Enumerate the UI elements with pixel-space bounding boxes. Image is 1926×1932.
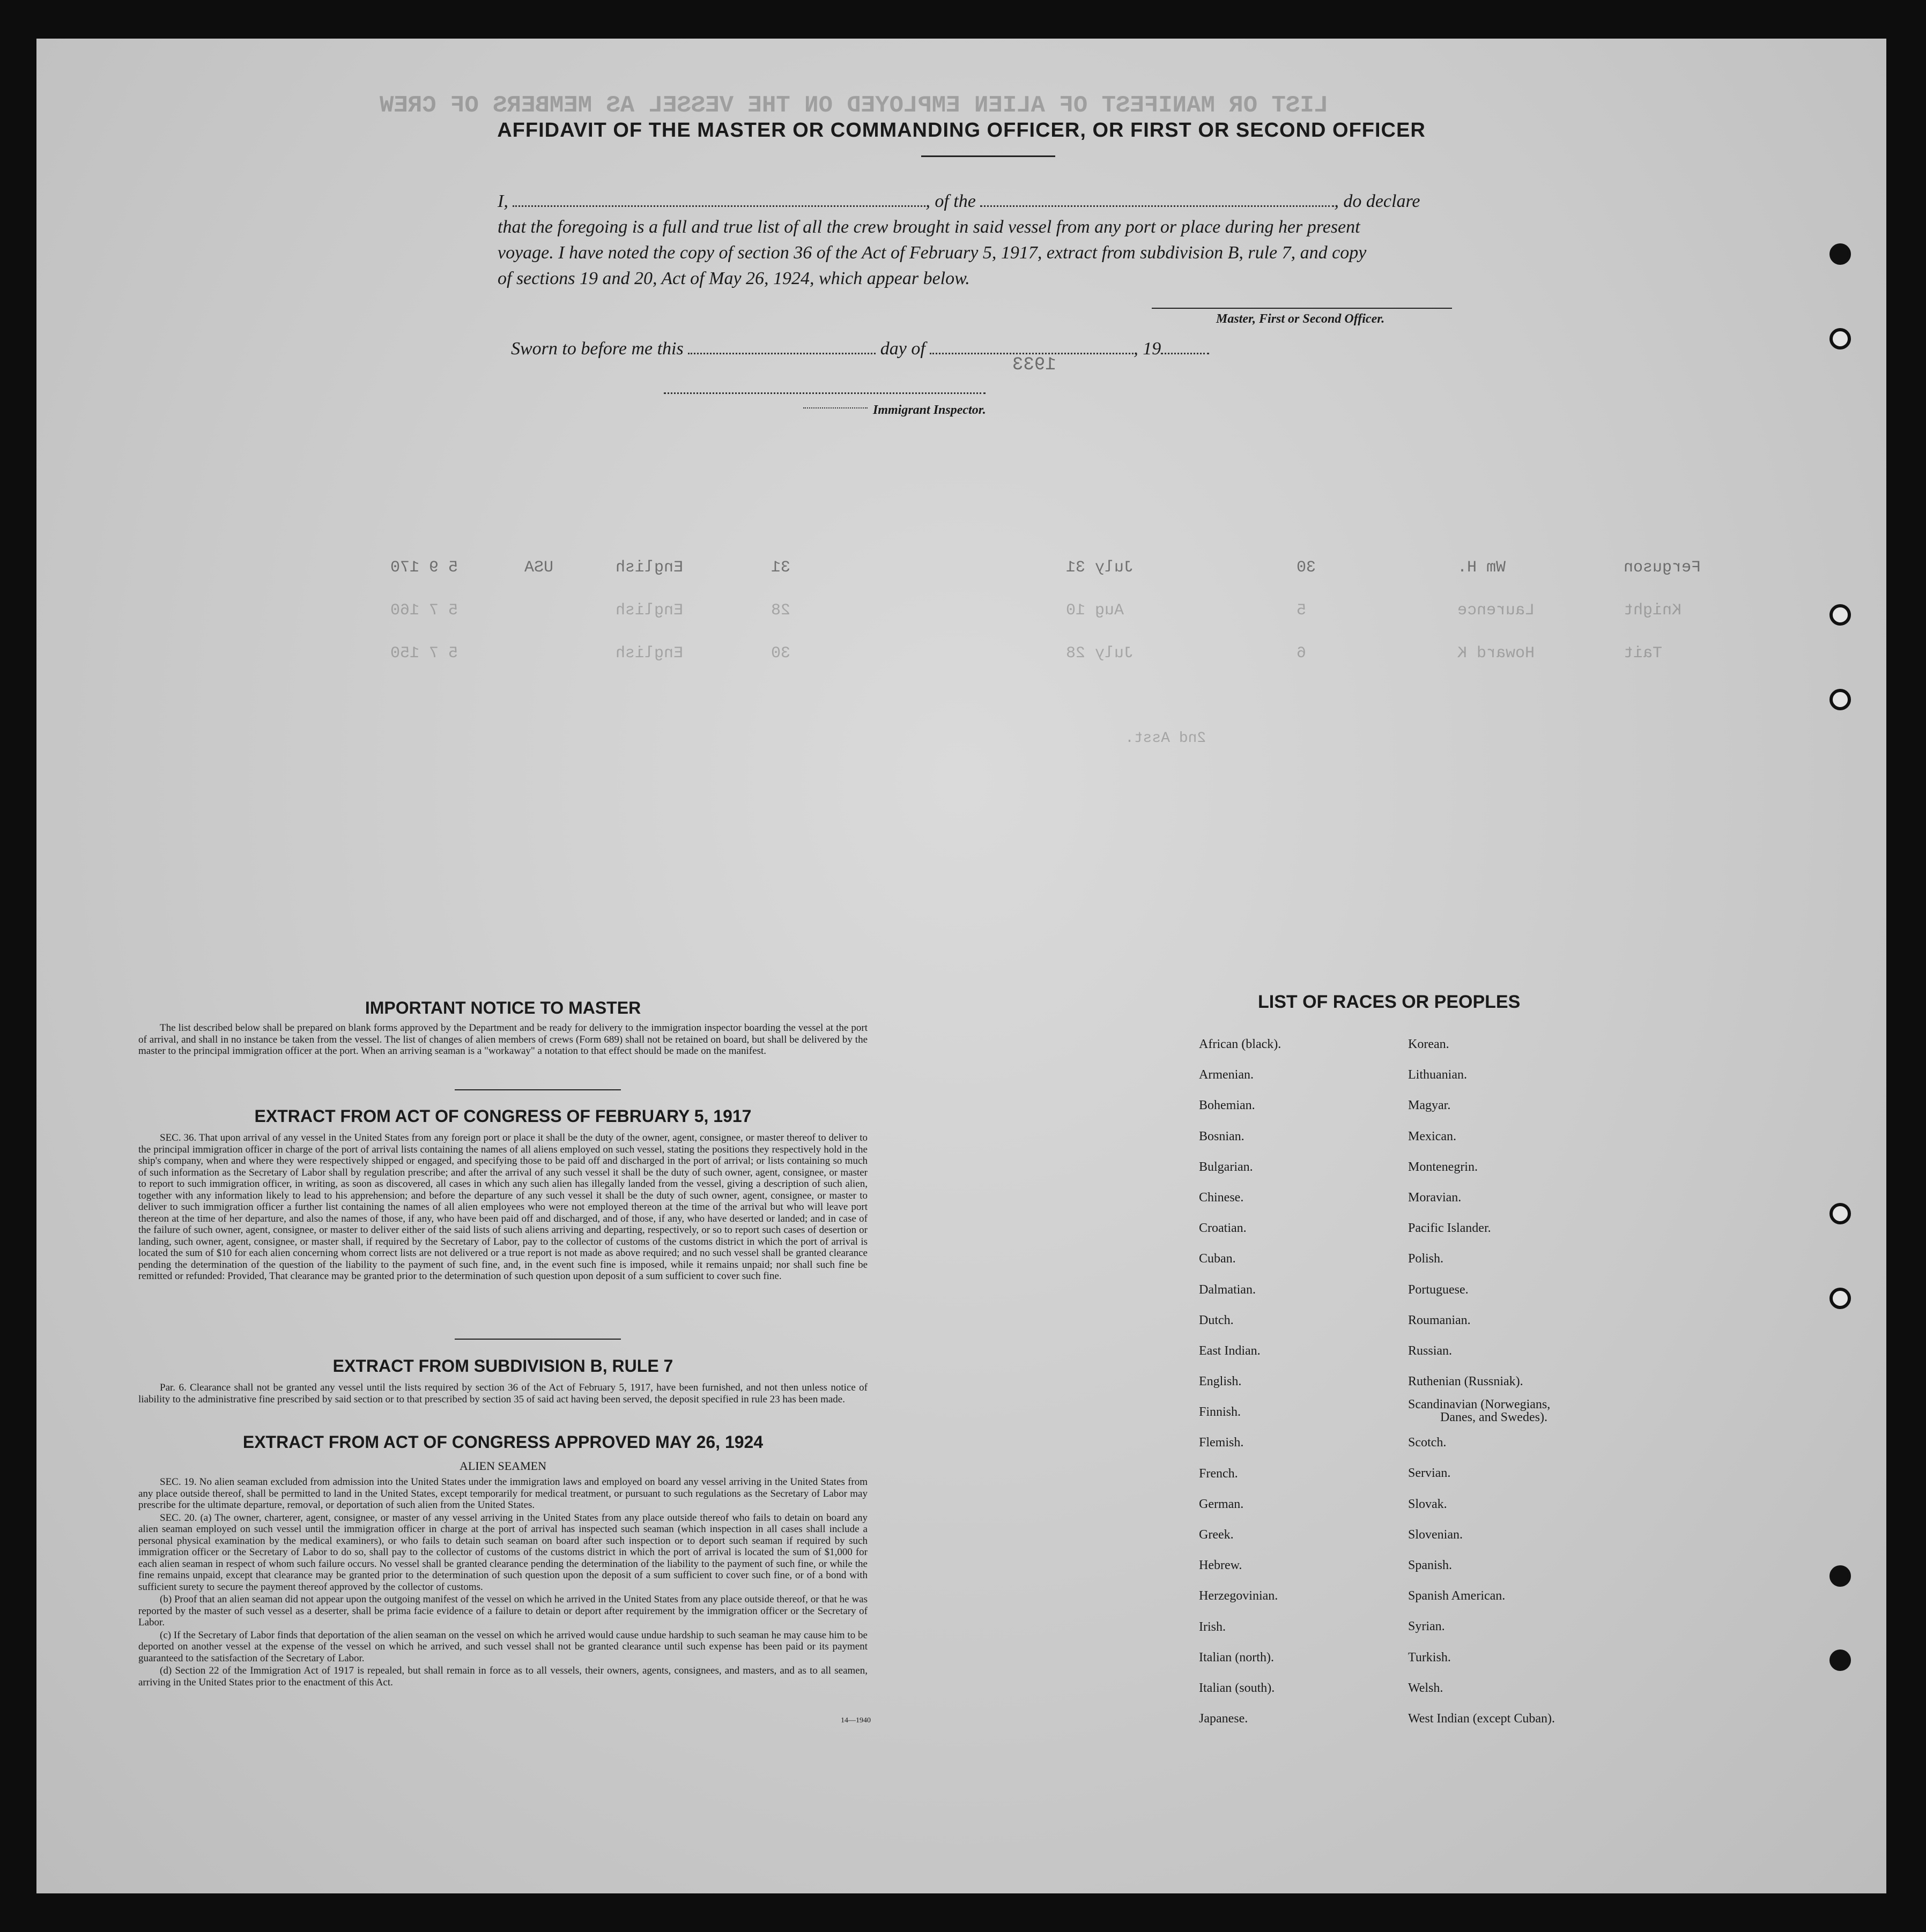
affidavit-declaration	[498, 189, 1543, 292]
race-item: Syrian.	[1408, 1619, 1445, 1634]
section-36-paragraph: SEC. 36. That upon arrival of any vessel in the United States from any foreign port or place it shall be the duty of the owner, agent, consignee, or master thereof to deliver to the principal immigration officer in charge of the port of arrival lists containing the names of all aliens employed on such vessel, stating the positions they respectively hold in the ship's company, when and where they were respectively shipped or engaged, and specifying those to be paid off and discharged in the port of arrival; or lists containing so much of such information as the Secretary of Labor shall by regulation prescribe; and after the arrival of any such vessel it shall be the duty of such owner, agent, consignee, or master to report to such immigration officer, in writing, as soon as discovered, all cases in which any such alien has illegally landed from the vessel, giving a description of such alien, together with any information likely to lead to his apprehension; and before the departure of any such vessel it shall be the duty of such owner, agent, consignee, or master to deliver to such immigration officer a further list containing the names of all alien employees who were not employed thereon at the time of the arrival but who will leave port thereon at the time of her departure, and also the names of those, if any, who have been paid off and discharged, and of those, if any, who have deserted or landed; and in case of the failure of such owner, agent, consignee, or master to deliver either of the said lists of such aliens arriving and departing, respectively, or so to report such cases of desertion or landing, such owner, agent, consignee, or master shall, if required by the Secretary of Labor, pay to the collector of customs of the customs district in which the port of arrival is located the sum of $10 for each alien concerning whom correct lists are not delivered or a true report is not made as above required; and no such vessel shall be granted clearance pending the determination of the question of the liability to the payment of such fine, and, in the event such fine is imposed, while it remains unpaid; nor shall such fine be remitted or refunded: Provided, That clearance may be granted prior to the determination of such question upon deposit of a sum sufficient to cover such fine.	[138, 1132, 868, 1282]
rule-7-text	[138, 1382, 868, 1406]
immigrant-inspector-caption: Immigrant Inspector.	[873, 403, 986, 417]
declaration-line-2: that the foregoing is a full and true list of all the crew brought in said vessel from any port or place during her present	[498, 217, 1360, 237]
declaration-line-3: voyage. I have noted the copy of section 36 of the Act of February 5, 1917, extract from subdivision B, rule 7, and copy	[498, 243, 1367, 263]
race-item: Flemish.	[1199, 1436, 1244, 1450]
race-item: English.	[1199, 1374, 1242, 1389]
races-column-2	[1408, 1037, 1633, 1742]
race-item: Bohemian.	[1199, 1098, 1255, 1113]
race-item: African (black).	[1199, 1037, 1281, 1051]
race-item: Slovak.	[1408, 1497, 1447, 1511]
notice-title: IMPORTANT NOTICE TO MASTER	[365, 998, 641, 1017]
race-item: Chinese.	[1199, 1190, 1244, 1205]
race-item: Irish.	[1199, 1619, 1226, 1634]
affidavit-title: AFFIDAVIT OF THE MASTER OR COMMANDING OFFICER, OR FIRST OR SECOND OFFICER	[497, 119, 1426, 142]
binder-hole-3	[1829, 604, 1851, 626]
races-title: LIST OF RACES OR PEOPLES	[1258, 992, 1521, 1012]
rule-7-paragraph: Par. 6. Clearance shall not be granted any vessel until the lists required by section 36 of the Act of February 5, 1917, have been furnished, and not then unless notice of liability to the administrative fine prescribed by said section or to that prescribed by section 35 of said act having been served, the deposit specified in rule 23 has been made.	[138, 1382, 868, 1405]
binder-hole-5	[1829, 1203, 1851, 1224]
binder-hole-8	[1829, 1649, 1851, 1671]
sworn-day-blank[interactable]	[688, 353, 876, 354]
race-item: Pacific Islander.	[1408, 1221, 1491, 1236]
binder-hole-4	[1829, 689, 1851, 710]
race-item: Moravian.	[1408, 1190, 1462, 1205]
form-number: 14—1940	[841, 1716, 871, 1725]
race-item: Finnish.	[1199, 1405, 1241, 1420]
race-item: Welsh.	[1408, 1681, 1443, 1695]
race-item: French.	[1199, 1466, 1238, 1481]
race-item: Ruthenian (Russniak).	[1408, 1374, 1523, 1389]
sworn-year-blank[interactable]	[1161, 353, 1209, 354]
race-item: West Indian (except Cuban).	[1408, 1711, 1555, 1726]
section-20b-paragraph: (b) Proof that an alien seaman did not appear upon the outgoing manifest of the vessel on which he arrived in the United States from any place outside thereof, or that he was reported by the master of such vessel as a deserter, shall be prima facie evidence of a failure to detain or deport after requirement by the immigration officer or the Secretary of Labor.	[138, 1594, 868, 1628]
race-item: Lithuanian.	[1408, 1068, 1467, 1082]
notice-text	[138, 1022, 868, 1058]
inspector-signature-line[interactable]	[664, 392, 986, 394]
race-item: Armenian.	[1199, 1068, 1254, 1082]
declaration-line-4: of sections 19 and 20, Act of May 26, 1924, which appear below.	[498, 269, 970, 288]
inspector-short-blank[interactable]	[803, 407, 868, 408]
section-20c-paragraph: (c) If the Secretary of Labor finds that deportation of the alien seaman on the vessel on which he arrived would cause undue hardship to such seaman he may cause him to be deported on another vessel at the expense of the vessel on which he arrived, and such vessel shall not be granted clearance until such expense has been paid or its payment guaranteed to the satisfaction of the Secretary of Labor.	[138, 1629, 868, 1664]
alien-seamen-subtitle: ALIEN SEAMEN	[460, 1459, 546, 1473]
race-item: German.	[1199, 1497, 1244, 1511]
race-item: Russian.	[1408, 1343, 1453, 1358]
section-20a-paragraph: SEC. 20. (a) The owner, charterer, agent, consignee, or master of any vessel arriving in the United States from any place outside thereof who fails to detain on board any alien seaman employed on such vessel until the immigration officer in charge at the port of arrival has inspected such seaman (which inspection in all cases shall include a personal physical examination by the medical examiners), or who fails to detain such seaman on board after such inspection or to deport such seaman if required by such immigration officer or the Secretary of Labor to do so, shall pay to the collector of customs of the customs district in which the port of arrival is located the sum of $1,000 for each alien seaman in respect of whom such failure occurs. No vessel shall be granted clearance pending the determination of the liability to the payment of such fine, or while the fine remains unpaid, except that clearance may be granted prior to the determination of such question upon the deposit of a sum sufficient to cover such fine, or of a bond with sufficient surety to secure the payment thereof approved by the collector of customs.	[138, 1512, 868, 1593]
year-prefix-text: , 19	[1134, 339, 1161, 359]
section-19-paragraph: SEC. 19. No alien seaman excluded from admission into the United States under the immigration laws and employed on board any vessel arriving in the United States from any place outside thereof, shall be permitted to land in the United States, except temporarily for medical treatment, or pursuant to such regulations as the Secretary of Labor may prescribe for the ultimate departure, removal, or deportation of such alien from the United States.	[138, 1476, 868, 1511]
notice-paragraph: The list described below shall be prepared on blank forms approved by the Department and be ready for delivery to the immigration inspector boarding the vessel at the port of arrival, and shall in no instance be taken from the vessel. The list of changes of alien members of crews (Form 689) shall not be retained on board, but shall be delivered by the master to the principal immigration officer at the port. When an arriving seaman is a "workaway" a notation to that effect should be made on the manifest.	[138, 1022, 868, 1057]
race-item: Cuban.	[1199, 1252, 1236, 1266]
race-item: Herzegovinian.	[1199, 1589, 1278, 1603]
race-item: Portuguese.	[1408, 1282, 1469, 1297]
race-item: Mexican.	[1408, 1129, 1456, 1143]
binder-hole-6	[1829, 1288, 1851, 1309]
race-item: Bulgarian.	[1199, 1160, 1253, 1174]
sworn-line	[511, 336, 1209, 362]
do-declare-text: , do declare	[1334, 191, 1420, 211]
race-item: Servian.	[1408, 1466, 1451, 1481]
race-item: Japanese.	[1199, 1712, 1248, 1726]
race-item-continuation: Danes, and Swedes).	[1440, 1410, 1547, 1425]
race-item: Hebrew.	[1199, 1558, 1242, 1573]
extract-1917-text	[138, 1132, 868, 1283]
race-item: Korean.	[1408, 1037, 1449, 1051]
binder-hole-2	[1829, 328, 1851, 350]
bleed-through-header: LIST OR MANIFEST OF ALIEN EMPLOYED ON THE VESSEL AS MEMBERS OF CREW	[380, 92, 1329, 119]
race-item: Scotch.	[1408, 1436, 1447, 1450]
declaration-line-1	[498, 189, 1543, 214]
day-of-text: day of	[880, 339, 925, 359]
extract-1924-text	[138, 1476, 868, 1689]
race-item: Montenegrin.	[1408, 1160, 1478, 1174]
binder-hole-7	[1829, 1565, 1851, 1587]
section-20d-paragraph: (d) Section 22 of the Immigration Act of 1917 is repealed, but shall remain in force as to all vessels, their owners, agents, consignees, and masters, and as to all seamen, arriving in the United States prior to the enactment of this Act.	[138, 1665, 868, 1688]
race-item: East Indian.	[1199, 1343, 1261, 1358]
binder-hole-1	[1829, 243, 1851, 265]
race-item: Roumanian.	[1408, 1313, 1471, 1327]
manifest-page-back: LIST OR MANIFEST OF ALIEN EMPLOYED ON THE VESSEL AS MEMBERS OF CREW 1933 Ferguson Wm H. 30 July 31 31 English USA 5 9 170 Knight Laurence 5 Aug 10 28 English 5 7 160 Tait Howard K 6 July 28 30 English 5 7 150 2nd Asst. AFFIDAVIT OF THE MASTER OR COMMANDING OFFICER, OR FIRST OR SECOND OFFICER I, , of the , do declare that the foregoing is a full and true list of all the crew brought in said vessel from any port or place during her present voyage. I have noted the copy of section 36 of the Act of February 5, 1917, extract from subdivision B, rule 7, and copy of sections 19 and 20, Act of May 26, 1924, which appear below. Master, First or Second Officer. Sworn to before me this day of , 19 Immigrant Inspector. IMPORTANT NOTICE TO MASTER The list described below shall be prepared on blank forms approved by the Department and be ready for delivery to the immigration inspector boarding the vessel at the port of arrival, and shall in no instance be taken from the vessel. The list of changes of alien members of crews (Form 689) shall not be retained on board, but shall be delivered by the master to the principal immigration officer at the port. When an arriving seaman is a "workaway" a notation to that effect should be made on the manifest. EXTRACT FROM ACT OF CONGRESS OF FEBRUARY 5, 1917 SEC. 36. That upon arrival of any vessel in the United States from any foreign port or place it shall be the duty of the owner, agent, consignee, or master thereof to deliver to the principal immigration officer in charge of the port of arrival lists containing the names of all aliens employed on such vessel, stating the positions they respectively hold in the ship's company, when and where they were respectively shipped or engaged, and specifying those to be paid off and discharged in the port of arrival; or lists containing so much of such information as the Secretary of Labor shall by regulation prescribe; and after the arrival of any such vessel it shall be the duty of such owner, agent, consignee, or master to report to such immigration officer, in writing, as soon as discovered, all cases in which any such alien has illegally landed from the vessel, giving a description of such alien, together with any information likely to lead to his apprehension; and before the departure of any such vessel it shall be the duty of such owner, agent, consignee, or master to deliver to such immigration officer a further list containing the names of all alien employees who were not employed thereon at the time of the arrival but who will leave port thereon at the time of her departure, and also the names of those, if any, who have been paid off and discharged, and of those, if any, who have deserted or landed; and in case of the failure of such owner, agent, consignee, or master to deliver either of the said lists of such aliens arriving and departing, respectively, or so to report such cases of desertion or landing, such owner, agent, consignee, or master shall, if required by the Secretary of Labor, pay to the collector of customs of the customs district in which the port of arrival is located the sum of $10 for each alien concerning whom correct lists are not delivered or a true report is not made as above required; and no such vessel shall be granted clearance pending the determination of the question of the liability to the payment of such fine, and, in the event such fine is imposed, while it remains unpaid; nor shall such fine be remitted or refunded: Provided, That clearance may be granted prior to the determination of such question upon deposit of a sum sufficient to cover such fine. EXTRACT FROM SUBDIVISION B, RULE 7 Par. 6. Clearance shall not be granted any vessel until the lists required by section 36 of the Act of February 5, 1917, have been furnished, and not then unless notice of liability to the administrative fine prescribed by said section or to that prescribed by section 35 of said act having been served, the deposit specified in rule 23 has been made. EXTRACT FROM ACT OF CONGRESS APPROVED MAY 26, 1924 ALIEN SEAMEN SEC. 19. No alien seaman excluded from admission into the United States under the immigration laws and employed on board any vessel arriving in the United States from any place outside thereof, shall be permitted to land in the United States, except temporarily for medical treatment, or pursuant to such regulations as the Secretary of Labor may prescribe for the ultimate departure, removal, or deportation of such alien from the United States. SEC. 20. (a) The owner, charterer, agent, consignee, or master of any vessel arriving in the United States from any place outside thereof who fails to detain on board any alien seaman employed on such vessel until the immigration officer in charge at the port of arrival has inspected such seaman (which inspection in all cases shall include a personal physical examination by the medical examiners), or who fails to detain such seaman on board after such inspection or to deport such seaman if required by such immigration officer or the Secretary of Labor to do so, shall pay to the collector of customs of the customs district in which the port of arrival is located the sum of $1,000 for each alien seaman in respect of whom such failure occurs. No vessel shall be granted clearance pending the determination of the liability to the payment of such fine, or while the fine remains unpaid, except that clearance may be granted prior to the determination of such question upon the deposit of a sum sufficient to cover such fine, or of a bond with sufficient surety to secure the payment thereof approved by the collector of customs. (b) Proof that an alien seaman did not appear upon the outgoing manifest of the vessel on which he arrived in the United States from any place outside thereof, or that he was reported by the master of such vessel as a deserter, shall be prima facie evidence of a failure to detain or deport after requirement by the immigration officer or the Secretary of Labor. (c) If the Secretary of Labor finds that deportation of the alien seaman on the vessel on which he arrived would cause undue hardship to such seaman he may cause him to be deported on another vessel at the expense of the vessel on which he arrived, and such vessel shall not be granted clearance until such expense has been paid or its payment guaranteed to the satisfaction of the Secretary of Labor. (d) Section 22 of the Immigration Act of 1917 is repealed, but shall remain in force as to all vessels, their owners, agents, consignees, and masters, and as to all seamen, arriving in the United States prior to the enactment of this Act. 14—1940 LIST OF RACES OR PEOPLES African (black). Armenian. Bohemian. Bosnian. Bulgarian. Chinese. Croatian. Cuban. Dalmatian. Dutch. East Indian. English. Finnish. Flemish. French. German. Greek. Hebrew. Herzegovinian. Irish. Italian (north). Italian (south). Japanese. Korean. Lithuanian. Magyar. Mexican. Montenegrin. Moravian. Pacific Islander. Polish. Portuguese. Roumanian. Russian. Ruthenian (Russniak). Scandinavian (Norwegians, Danes, and Swedes). Scotch. Servian. Slovak. Slovenian. Spanish. Spanish American. Syrian. Turkish. Welsh. West Indian (except Cuban).	[36, 39, 1886, 1893]
bleed-through-note: 2nd Asst.	[1125, 730, 1206, 747]
race-item: Polish.	[1408, 1252, 1444, 1266]
race-item: Magyar.	[1408, 1098, 1451, 1113]
race-item: Dutch.	[1199, 1313, 1234, 1327]
declarant-prefix: I,	[498, 191, 508, 211]
race-item: Turkish.	[1408, 1650, 1451, 1665]
vessel-name-blank[interactable]	[980, 205, 1334, 207]
race-item: Slovenian.	[1408, 1527, 1463, 1542]
extract-1917-title: EXTRACT FROM ACT OF CONGRESS OF FEBRUARY 5, 1917	[254, 1106, 752, 1126]
extract-1924-title: EXTRACT FROM ACT OF CONGRESS APPROVED MAY 26, 1924	[242, 1432, 764, 1452]
race-item: Italian (south).	[1199, 1681, 1275, 1695]
race-item: Spanish American.	[1408, 1589, 1506, 1603]
master-signature-caption: Master, First or Second Officer.	[1216, 312, 1385, 326]
race-item: Dalmatian.	[1199, 1282, 1256, 1297]
races-column-1	[1199, 1037, 1403, 1742]
race-item: Greek.	[1199, 1528, 1234, 1542]
extract-1917-divider	[455, 1339, 621, 1340]
race-item: Croatian.	[1199, 1221, 1247, 1236]
of-the-text: , of the	[925, 191, 976, 211]
sworn-month-blank[interactable]	[930, 353, 1134, 354]
race-item: Scandinavian (Norwegians, Danes, and Swedes).	[1408, 1397, 1633, 1435]
bleed-through-year-stamp: 1933	[1012, 355, 1056, 375]
master-signature-line[interactable]	[1152, 308, 1452, 309]
notice-divider	[455, 1089, 621, 1090]
sworn-text: Sworn to before me this	[511, 339, 684, 359]
master-name-blank[interactable]	[513, 205, 925, 207]
title-divider	[921, 155, 1055, 157]
race-item: Italian (north).	[1199, 1650, 1274, 1665]
rule-7-title: EXTRACT FROM SUBDIVISION B, RULE 7	[332, 1356, 673, 1376]
race-item: Bosnian.	[1199, 1129, 1245, 1143]
race-item: Spanish.	[1408, 1558, 1453, 1572]
